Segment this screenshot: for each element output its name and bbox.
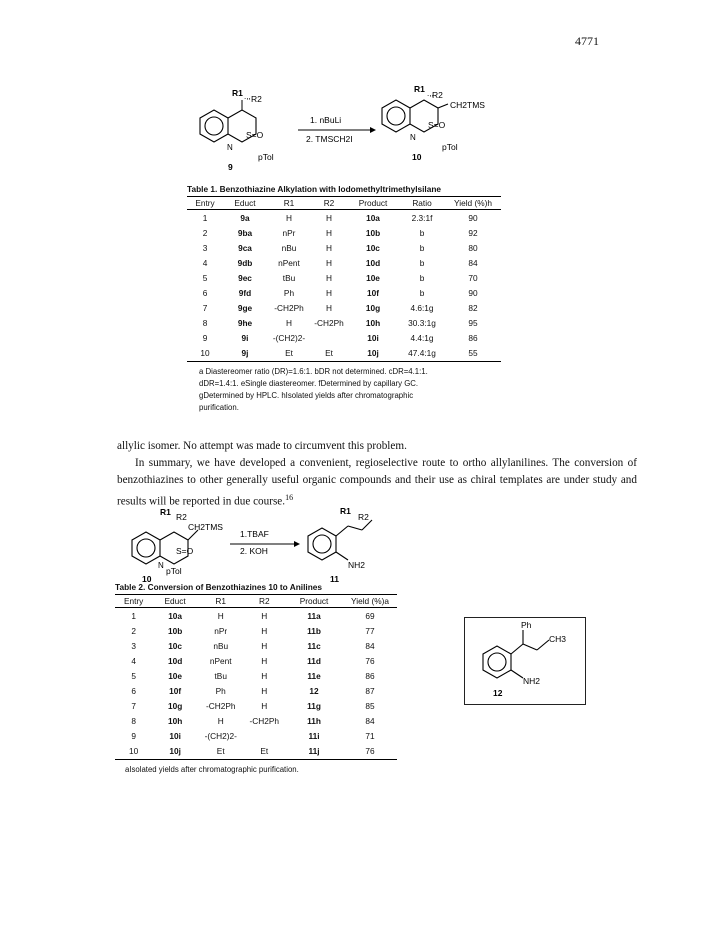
table-row [115,623,397,638]
col-entry: Entry [195,198,215,208]
table-cell: 4 [202,257,208,268]
table-cell: b [419,272,425,283]
table-cell: H [326,287,332,298]
table-row [187,270,501,285]
footnote-line: dDR=1.4:1. eSingle diastereomer. fDetermined by capillary GC. [199,379,419,388]
table-cell: 9 [131,730,136,741]
table-cell: -CH2Ph [205,700,236,711]
table-cell: 10j [169,745,181,756]
table-cell: H [286,317,292,328]
table-cell: H [261,655,268,666]
table-cell: 9i [241,332,249,343]
table-cell: 47.4:1g [408,347,436,358]
table-cell: 82 [468,302,478,313]
table-cell: nPent [278,257,300,268]
r1-label: R1 [340,506,351,516]
table-cell: 11d [307,655,321,666]
table-1-title: Benzothiazine Alkylation with Iodomethyltrimethylsilane [219,184,442,194]
table-cell: 10g [365,302,381,313]
r1-label: R1 [160,507,171,517]
table-cell: 6 [131,685,136,696]
table-cell: -CH2Ph [314,317,344,328]
nh2-label: NH2 [523,676,541,686]
ch3-label: CH3 [549,634,567,644]
table-cell: 9db [237,257,253,268]
table-cell: -(CH2)2- [272,332,306,343]
body-paragraph [117,455,637,511]
table-cell: 10d [365,257,381,268]
table-cell: 8 [131,715,136,726]
svg-text:.,,: .,, [244,92,251,101]
condition-1: 1. nBuLi [310,115,342,125]
table-cell: 6 [202,287,208,298]
table-cell: 9ba [237,227,253,238]
compound-9-number: 9 [228,162,233,172]
product-11-structure [308,520,372,560]
table-cell: 10e [366,272,380,283]
table-cell: 11h [307,715,321,726]
table-cell: 10 [129,745,139,756]
table-cell: 1 [202,212,208,223]
table-cell: 87 [365,685,375,696]
table-cell: 10i [169,730,181,741]
n-label: N [158,561,164,570]
summary-paragraph: In summary, we have developed a convenient, regioselective route to ortho allylanilines. The conversion of benzothiazines to other generally useful organic compounds and their use as chiral templates are under study and results will be reported in due course. [117,457,637,508]
compound-12-structure [465,618,585,704]
col-ratio: Ratio [412,198,432,208]
ptol-label: pTol [258,152,274,162]
table-cell: Et [260,745,269,756]
table-2-grid [115,594,397,758]
table-row [187,330,501,345]
table-2-caption [115,582,397,592]
table-cell: H [326,302,332,313]
ch2tms-label: CH2TMS [188,522,223,532]
s-group: S=O [176,546,194,556]
table-cell: 8 [202,317,208,328]
table-cell: H [261,610,268,621]
table-cell: 10a [366,212,380,223]
table-row [115,608,397,624]
table-cell: 10c [168,640,183,651]
table-row [115,638,397,653]
table-cell: H [326,212,332,223]
col-educt: Educt [234,198,256,208]
table-cell [311,330,347,345]
table-cell: 85 [365,700,375,711]
table-row [187,315,501,330]
compound-11-number: 11 [330,574,339,584]
table-1-caption [187,184,501,194]
table-cell: 11j [308,745,320,756]
table-cell: Ph [283,287,295,298]
table-cell: 9ge [237,302,253,313]
table-cell: 30.3:1g [408,317,436,328]
table-cell: 1 [131,610,136,621]
col-yield: Yield (%)h [454,198,492,208]
col-r2: R2 [323,198,335,208]
col-educt: Educt [164,596,186,606]
table-row [187,285,501,300]
table-cell: 11c [307,640,321,651]
table-cell: -(CH2)2- [204,730,237,741]
col-yield: Yield (%)a [351,596,389,606]
table-row [115,668,397,683]
table-cell: 69 [365,610,375,621]
table-cell: 10a [168,610,183,621]
table-cell: nPr [214,625,228,636]
table-cell: Et [325,347,333,358]
table-cell: 11a [307,610,321,621]
table-cell: 90 [468,287,478,298]
table-cell: 10f [367,287,379,298]
table-cell: 4.4:1g [410,332,434,343]
table-row [187,225,501,240]
table-cell: 3 [131,640,136,651]
s-group: S=O [428,120,446,130]
table-cell: 11g [307,700,321,711]
scheme-2 [130,506,430,584]
table-cell: 10g [167,700,183,711]
table-2-label: Table 2. [115,582,146,592]
r2-label: R2 [358,512,369,522]
table-cell: tBu [282,272,296,283]
table-row [187,210,501,226]
table-cell: 9j [241,347,249,358]
table-cell: 11e [307,670,321,681]
table-cell: 10f [169,685,182,696]
table-cell: H [326,272,332,283]
body-line-1: allylic isomer. No attempt was made to circumvent this problem. [117,440,407,452]
table-1-grid [187,196,501,360]
col-r2: R2 [258,596,270,606]
table-cell: b [419,257,425,268]
table-cell: 55 [468,347,478,358]
table-cell: H [326,227,332,238]
table-2-footnote: aIsolated yields after chromatographic purification. [125,765,299,774]
ch2tms-label: CH2TMS [450,100,485,110]
table-cell: 10e [168,670,183,681]
table-cell: 84 [365,715,375,726]
table-cell: 80 [468,242,478,253]
nh2-label: NH2 [348,560,366,570]
table-cell: 9 [202,332,208,343]
table-cell: H [261,700,268,711]
table-cell: 9a [240,212,250,223]
table-cell: 5 [131,670,136,681]
table-cell: 84 [468,257,478,268]
table-cell: 11b [307,625,321,636]
table-1-label: Table 1. [187,184,218,194]
table-cell: 9ca [238,242,252,253]
table-cell: 12 [309,685,319,696]
table-cell: H [261,685,268,696]
table-cell: 5 [202,272,208,283]
table-row [115,653,397,668]
svg-text:.,,: .,, [427,89,434,98]
col-entry: Entry [123,596,144,606]
r2-label: R2 [251,94,262,104]
n-label: N [227,143,233,152]
r1-label: R1 [232,88,243,98]
table-cell: 2 [131,625,136,636]
table-row [115,698,397,713]
table-cell: 2.3:1f [411,212,433,223]
table-cell: 76 [365,655,375,666]
table-cell: tBu [214,670,227,681]
footnote-line: purification. [199,403,239,412]
s-group: S=O [246,130,264,140]
col-r1: R1 [283,198,295,208]
table-row [115,713,397,728]
compound-10-number: 10 [412,152,422,162]
table-row [115,683,397,698]
condition-2: 2. TMSCH2I [306,134,353,144]
table-cell: 7 [131,700,136,711]
table-cell: 10h [167,715,183,726]
table-cell: 10d [167,655,183,666]
table-cell: 90 [468,212,478,223]
table-cell: 84 [365,640,375,651]
table-cell: H [326,257,332,268]
table-cell: 10b [365,227,381,238]
table-cell: 76 [365,745,375,756]
table-cell: nBu [213,640,229,651]
table-cell: b [419,287,425,298]
ph-label: Ph [521,620,532,630]
table-1-footnotes [187,366,501,414]
col-product: Product [358,198,388,208]
table-cell: 9he [237,317,253,328]
table-cell: Et [285,347,293,358]
table-cell: H [326,242,332,253]
reference-16: 16 [285,493,294,502]
table-cell: 4 [131,655,136,666]
table-row [115,728,397,743]
table-cell: 86 [468,332,478,343]
table-cell: nPent [209,655,232,666]
table-1 [187,184,501,414]
table-cell: 10c [366,242,380,253]
table-cell: 92 [468,227,478,238]
table-cell: 11i [308,730,320,741]
table-row [187,300,501,315]
scheme-1 [180,78,510,178]
table-row [187,345,501,360]
table-row [187,240,501,255]
table-cell: 2 [202,227,208,238]
r1-label: R1 [414,84,425,94]
table-cell: H [217,715,224,726]
table-2 [115,582,397,776]
table-cell: 10i [367,332,379,343]
r2-label: R2 [176,512,187,522]
table-cell: 9fd [238,287,252,298]
n-label: N [410,133,416,142]
table-row [115,743,397,758]
table-cell: 10j [367,347,379,358]
table-cell: 86 [365,670,375,681]
table-cell: H [261,625,268,636]
table-cell: 71 [365,730,375,741]
compound-12-box [464,617,586,705]
condition-2: 2. KOH [240,546,268,556]
ptol-label: pTol [166,566,182,576]
table-2-title: Conversion of Benzothiazines 10 to Anilines [147,582,323,592]
table-cell: 10h [365,317,381,328]
table-cell: 4.6:1g [410,302,434,313]
footnote-line: gDetermined by HPLC. hIsolated yields after chromatographic [199,391,414,400]
table-cell: 10b [167,625,183,636]
table-cell: nPr [282,227,296,238]
table-cell: 10 [200,347,210,358]
page-number: 4771 [575,34,599,48]
table-cell: b [419,227,425,238]
col-product: Product [299,596,329,606]
r2-label: R2 [432,90,443,100]
table-cell: -CH2Ph [274,302,304,313]
compound-12-number: 12 [493,688,503,698]
footnote-line: a Diastereomer ratio (DR)=1.6:1. bDR not determined. cDR=4.1:1. [199,367,428,376]
table-cell: b [419,242,425,253]
condition-1: 1.TBAF [240,529,269,539]
table-cell: 95 [468,317,478,328]
table-cell: nBu [281,242,297,253]
col-r1: R1 [215,596,227,606]
table-cell: 70 [468,272,478,283]
table-cell: H [261,640,268,651]
table-cell: Ph [215,685,226,696]
table-cell [244,728,285,743]
table-cell: H [261,670,268,681]
table-cell: 7 [202,302,208,313]
ptol-label: pTol [442,142,458,152]
table-cell: 77 [365,625,375,636]
table-cell: H [286,212,292,223]
table-cell: 9ec [238,272,252,283]
table-cell: 3 [202,242,208,253]
compound-10-number: 10 [142,574,152,584]
table-cell: H [217,610,224,621]
table-row [187,255,501,270]
table-cell: Et [216,745,225,756]
table-cell: -CH2Ph [249,715,280,726]
